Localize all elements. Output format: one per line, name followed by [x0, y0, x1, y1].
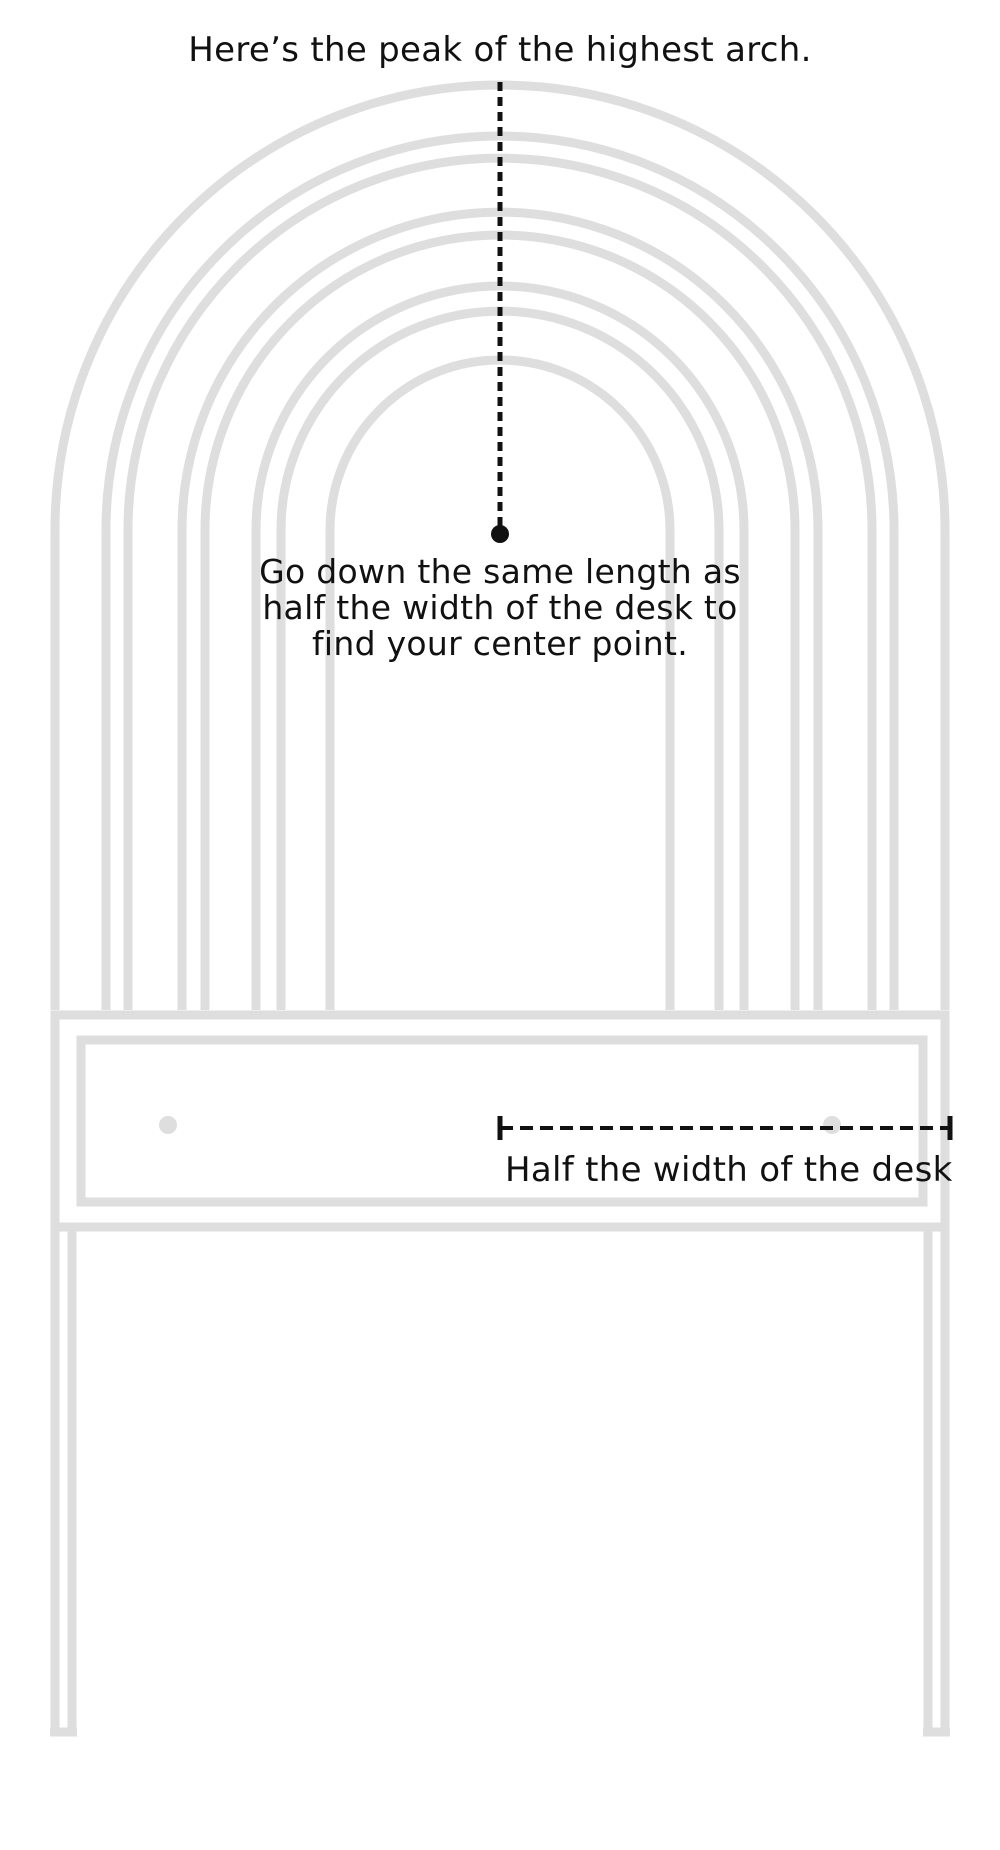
center-point-dot: [491, 525, 509, 543]
drawer-knob-left: [159, 1116, 177, 1134]
drawer-knob-right: [823, 1116, 841, 1134]
center-annotation-line-2: half the width of the desk to: [262, 588, 738, 627]
half-width-annotation: Half the width of the desk: [505, 1150, 953, 1190]
center-annotation-line-3: find your center point.: [311, 624, 689, 663]
center-point-annotation: [200, 554, 800, 662]
center-annotation-line-1: Go down the same length as: [259, 552, 741, 591]
peak-annotation: Here’s the peak of the highest arch.: [188, 30, 812, 70]
